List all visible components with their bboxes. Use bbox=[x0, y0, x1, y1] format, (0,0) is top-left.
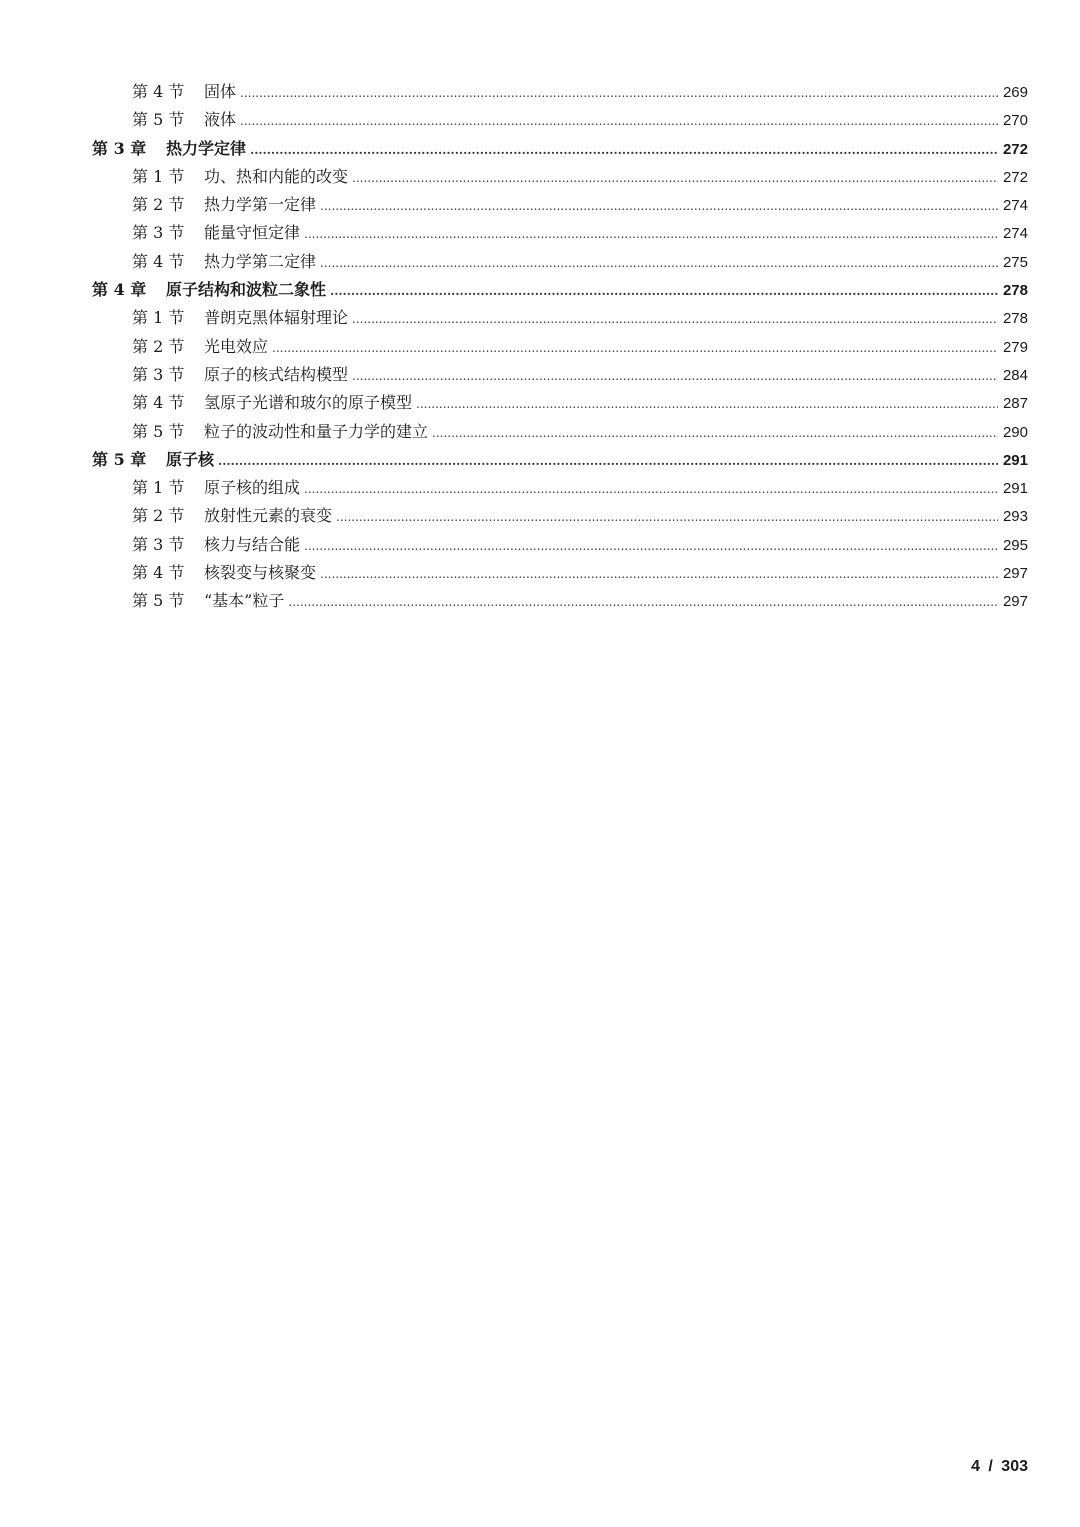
toc-entry[interactable] bbox=[92, 106, 1028, 134]
toc-entry-title: 粒子的波动性和量子力学的建立 bbox=[204, 421, 429, 441]
dot-leader bbox=[250, 135, 998, 164]
toc-entry-page: 290 bbox=[1002, 423, 1028, 441]
toc-entry-title: 能量守恒定律 bbox=[204, 223, 301, 243]
toc-entry-label: 第 3 节 bbox=[132, 223, 185, 243]
table-of-contents bbox=[92, 78, 1028, 616]
dot-leader bbox=[288, 587, 998, 616]
dot-leader bbox=[352, 163, 998, 192]
toc-entry-label: 第 2 节 bbox=[132, 195, 185, 215]
dot-leader bbox=[336, 502, 998, 531]
toc-entry-label: 第 3 节 bbox=[132, 534, 185, 554]
dot-leader bbox=[304, 474, 998, 503]
toc-chapter[interactable] bbox=[92, 446, 1028, 474]
toc-entry-label: 第 1 节 bbox=[132, 308, 185, 328]
toc-entry-page: 297 bbox=[1002, 565, 1028, 583]
dot-leader bbox=[320, 191, 998, 220]
toc-entry-label: 第 1 节 bbox=[132, 166, 185, 186]
toc-entry[interactable] bbox=[92, 389, 1028, 417]
toc-entry-label: 第 5 节 bbox=[132, 110, 185, 130]
dot-leader bbox=[304, 219, 998, 248]
dot-leader bbox=[240, 78, 998, 107]
toc-chapter-page: 272 bbox=[1002, 140, 1028, 158]
toc-entry[interactable] bbox=[92, 587, 1028, 615]
toc-chapter-page: 278 bbox=[1002, 282, 1028, 300]
toc-entry-page: 274 bbox=[1002, 197, 1028, 215]
toc-entry-page: 274 bbox=[1002, 225, 1028, 243]
toc-entry-page: 269 bbox=[1002, 84, 1028, 101]
toc-chapter-title: 原子结构和波粒二象性 bbox=[166, 280, 327, 300]
toc-entry-label: 第 2 节 bbox=[132, 336, 185, 356]
dot-leader bbox=[352, 304, 998, 333]
toc-entry-title: 热力学第一定律 bbox=[204, 195, 317, 215]
dot-leader bbox=[352, 361, 998, 390]
dot-leader bbox=[304, 531, 998, 560]
dot-leader bbox=[320, 559, 998, 588]
toc-entry-title: 功、热和内能的改变 bbox=[204, 166, 349, 186]
toc-entry-label: 第 4 节 bbox=[132, 82, 185, 101]
toc-entry-title: 核裂变与核聚变 bbox=[204, 563, 317, 583]
page-number: 4 / 303 bbox=[971, 1458, 1028, 1475]
toc-entry-page: 270 bbox=[1002, 112, 1028, 130]
toc-entry[interactable] bbox=[92, 531, 1028, 559]
toc-entry-page: 272 bbox=[1002, 168, 1028, 186]
dot-leader bbox=[240, 106, 998, 135]
toc-entry-title: 液体 bbox=[204, 110, 237, 130]
toc-entry[interactable] bbox=[92, 191, 1028, 219]
toc-entry-page: 293 bbox=[1002, 508, 1028, 526]
toc-entry-page: 275 bbox=[1002, 253, 1028, 271]
toc-entry[interactable] bbox=[92, 304, 1028, 332]
toc-entry-title: 光电效应 bbox=[204, 336, 269, 356]
toc-entry-label: 第 2 节 bbox=[132, 506, 185, 526]
toc-entry-title: 普朗克黑体辐射理论 bbox=[204, 308, 349, 328]
toc-entry[interactable] bbox=[92, 78, 1028, 106]
toc-entry[interactable] bbox=[92, 502, 1028, 530]
toc-entry-title: 原子的核式结构模型 bbox=[204, 364, 349, 384]
toc-chapter-page: 291 bbox=[1002, 451, 1028, 469]
toc-chapter-label: 第 4 章 bbox=[92, 280, 147, 300]
toc-entry-title: 核力与结合能 bbox=[204, 534, 301, 554]
toc-entry[interactable] bbox=[92, 361, 1028, 389]
dot-leader bbox=[218, 446, 998, 475]
dot-leader bbox=[432, 418, 998, 447]
toc-entry[interactable] bbox=[92, 248, 1028, 276]
toc-entry-page: 295 bbox=[1002, 536, 1028, 554]
toc-entry-page: 297 bbox=[1002, 593, 1028, 611]
toc-entry[interactable] bbox=[92, 163, 1028, 191]
toc-entry-page: 278 bbox=[1002, 310, 1028, 328]
toc-entry-page: 287 bbox=[1002, 395, 1028, 413]
toc-chapter-title: 热力学定律 bbox=[166, 138, 247, 158]
toc-entry-title: 氢原子光谱和玻尔的原子模型 bbox=[204, 393, 413, 413]
toc-chapter[interactable] bbox=[92, 276, 1028, 304]
toc-entry[interactable] bbox=[92, 474, 1028, 502]
toc-entry-label: 第 4 节 bbox=[132, 251, 185, 271]
toc-chapter-title: 原子核 bbox=[166, 449, 215, 469]
toc-entry-title: 放射性元素的衰变 bbox=[204, 506, 333, 526]
toc-entry[interactable] bbox=[92, 333, 1028, 361]
toc-entry-label: 第 3 节 bbox=[132, 364, 185, 384]
toc-entry-label: 第 5 节 bbox=[132, 421, 185, 441]
toc-entry-title: 热力学第二定律 bbox=[204, 251, 317, 271]
toc-entry-label: 第 4 节 bbox=[132, 563, 185, 583]
dot-leader bbox=[330, 276, 998, 305]
toc-entry-title: 原子核的组成 bbox=[204, 478, 301, 498]
toc-entry-page: 291 bbox=[1002, 480, 1028, 498]
toc-entry-label: 第 5 节 bbox=[132, 591, 185, 611]
toc-chapter[interactable] bbox=[92, 135, 1028, 163]
dot-leader bbox=[272, 333, 998, 362]
toc-entry-label: 第 4 节 bbox=[132, 393, 185, 413]
toc-entry-page: 279 bbox=[1002, 338, 1028, 356]
toc-chapter-label: 第 3 章 bbox=[92, 138, 147, 158]
toc-entry-title: 固体 bbox=[204, 82, 237, 101]
toc-entry-title: “基本”粒子 bbox=[204, 591, 285, 611]
toc-entry[interactable] bbox=[92, 559, 1028, 587]
toc-entry[interactable] bbox=[92, 418, 1028, 446]
dot-leader bbox=[416, 389, 998, 418]
dot-leader bbox=[320, 248, 998, 277]
toc-entry[interactable] bbox=[92, 219, 1028, 247]
toc-entry-page: 284 bbox=[1002, 366, 1028, 384]
toc-entry-label: 第 1 节 bbox=[132, 478, 185, 498]
toc-chapter-label: 第 5 章 bbox=[92, 449, 147, 469]
